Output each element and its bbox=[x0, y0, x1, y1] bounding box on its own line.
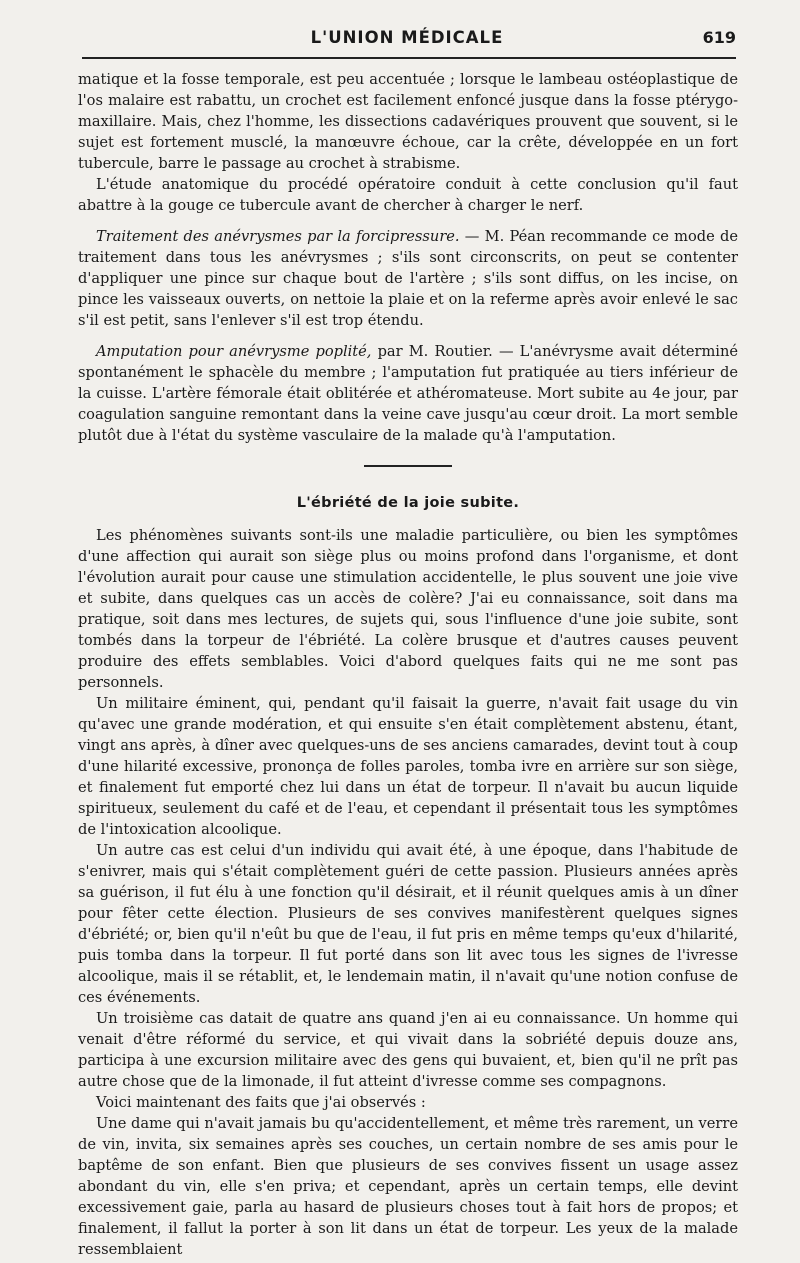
paragraph: Un militaire éminent, qui, pendant qu'il faisait la guerre, n'avait fait usage du vin qu'avec une grande modération, et qui ensuite s'en était complètement abstenu, étant, vingt ans après, à dîner avec quelques-uns de ses anciens camarades, devint tout à coup d'une hilarité excessive, prononça de folles paroles, tomba ivre en arrière sur son siège, et finalement fut emporté chez lui dans un état de torpeur. Il n'avait bu aucun liquide spiritueux, seulement du café et de l'eau, et cependant il présentait tous les symptômes de l'intoxication alcoolique. bbox=[78, 695, 738, 838]
paragraph: Voici maintenant des faits que j'ai observés : bbox=[96, 1094, 426, 1111]
paragraph-text: par M. Routier. — L'anévrysme avait déterminé spontanément le sphacèle du membre ; l'amputation fut pratiquée au tiers inférieur de la cuisse. L'artère fémorale était oblitérée et athéromateuse. Mort subite au 4e jour, par coagulation sanguine remontant dans la veine cave jusqu'au cœur droit. La mort semble plutôt due à l'état du système vasculaire de la malade qu'à l'amputation. bbox=[78, 343, 738, 444]
paragraph-forcipressure bbox=[78, 226, 738, 331]
spacer bbox=[78, 331, 738, 341]
paragraph: Les phénomènes suivants sont-ils une maladie particulière, ou bien les symptômes d'une affection qui aurait son siège plus ou moins profond dans l'organisme, et dont l'évolution aurait pour cause une stimulation accidentelle, le plus souvent une joie vive et subite, dans quelques cas un accès de colère? J'ai eu connaissance, soit dans ma pratique, soit dans mes lectures, de sujets qui, sous l'influence d'une joie subite, sont tombés dans la torpeur de l'ébriété. La colère brusque et d'autres causes peuvent produire des effets semblables. Voici d'abord quelques faits qui ne me sont pas personnels. bbox=[78, 527, 738, 691]
page-number: 619 bbox=[702, 28, 736, 47]
paragraph: Une dame qui n'avait jamais bu qu'accidentellement, et même très rarement, un verre de vin, invita, six semaines après ses couches, un certain nombre de ses amis pour le baptême de son enfant. Bien que plusieurs de ses convives fissent un usage assez abondant du vin, elle s'en priva; et cependant, après un certain temps, elle devint excessivement gaie, parla au hasard de plusieurs choses tout à fait hors de propos; et finalement, il fallut la porter à son lit dans un état de torpeur. Les yeux de la malade ressemblaient bbox=[78, 1115, 738, 1258]
paragraph-lead-title: Amputation pour anévrysme poplité, bbox=[96, 343, 372, 360]
section-divider bbox=[364, 465, 452, 467]
section-title: L'ébriété de la joie subite. bbox=[296, 495, 520, 511]
paragraph-amputation bbox=[78, 341, 738, 446]
paragraph: Un autre cas est celui d'un individu qui avait été, à une époque, dans l'habitude de s'enivrer, mais qui s'était complètement guéri de cette passion. Plusieurs années après sa guérison, il fut élu à une fonction qu'il désirait, et il réunit quelques amis à un dîner pour fêter cette élection. Plusieurs de ses convives manifestèrent quelques signes d'ébriété; or, bien qu'il n'eût bu que de l'eau, il fut pris en même temps qu'eux d'hilarité, puis tomba dans la torpeur. Il fut porté dans son lit avec tous les signes de l'ivresse alcoolique, mais il se rétablit, et, le lendemain matin, il n'avait qu'une notion confuse de ces événements. bbox=[78, 842, 738, 1006]
paragraph-text: — M. Péan recommande ce mode de traitement dans tous les anévrysmes ; s'ils sont circonscrits, on peut se contenter d'appliquer une pince sur chaque bout de l'artère ; s'ils sont diffus, on les incise, on pince les vaisseaux ouverts, on nettoie la plaie et on la referme après avoir enlevé le sac s'il est petit, sans l'enlever s'il est trop étendu. bbox=[78, 228, 738, 329]
paragraph-anatomy-conclusion: L'étude anatomique du procédé opératoire conduit à cette conclusion qu'il faut abattre à la gouge ce tubercule avant de chercher à charger le nerf. bbox=[78, 176, 738, 214]
paragraph-lead-title: Traitement des anévrysmes par la forcipressure. bbox=[96, 228, 460, 245]
spacer bbox=[78, 216, 738, 226]
paragraph: Un troisième cas datait de quatre ans quand j'en ai eu connaissance. Un homme qui venait d'être réformé du service, et qui vivait dans la sobriété depuis douze ans, participa à une excursion militaire avec des gens qui buvaient, et, bien qu'il ne prît pas autre chose que de la limonade, il fut atteint d'ivresse comme ses compagnons. bbox=[78, 1010, 738, 1090]
journal-title: L'UNION MÉDICALE bbox=[310, 27, 504, 47]
article-body bbox=[78, 69, 738, 1260]
running-header bbox=[78, 22, 736, 52]
paragraph-continued: matique et la fosse temporale, est peu accentuée ; lorsque le lambeau ostéoplastique de l'os malaire est rabattu, un crochet est facilement enfoncé jusque dans la fosse ptérygo-maxillaire. Mais, chez l'homme, les dissections cadavériques prouvent que souvent, si le sujet est fortement musclé, la manœuvre échoue, car la crête, développée en un fort tubercule, barre le passage au crochet à strabisme. bbox=[78, 71, 738, 172]
header-rule bbox=[82, 57, 736, 59]
